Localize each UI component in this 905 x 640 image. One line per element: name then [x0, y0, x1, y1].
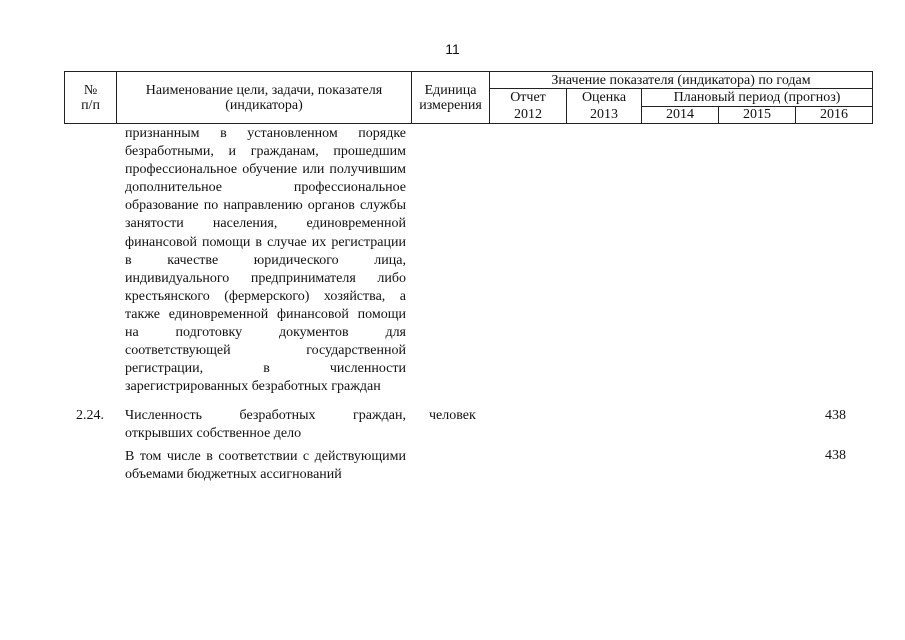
row-value-2016: 438: [825, 408, 846, 423]
page-number: 11: [445, 41, 460, 57]
header-estimate: [567, 89, 642, 124]
row-value-2016: 438: [825, 448, 846, 463]
header-report-label: Отчет: [510, 90, 546, 105]
header-values-by-year: Значение показателя (индикатора) по годам: [490, 72, 873, 89]
continuation-text: признанным в установленном порядке безработными, и гражданам, прошедшим профессиональное обучение или получившим дополнительное профессиональное образование по направлению органов службы занятости населения, единовременной финансовой помощи в случае их регистрации в качестве юридического лица, индивидуального предпринимателя либо крестьянского (фермерского) хозяйства, а также единовременной финансовой помощи на подготовку документов для соответствующей государственной регистрации, в численности зарегистрированных безработных граждан: [125, 126, 406, 395]
indicator-table-header: [64, 71, 873, 124]
header-year-2014: 2014: [642, 106, 719, 124]
row-name: Численность безработных граждан, открывших собственное дело: [125, 408, 406, 442]
row-name: В том числе в соответствии с действующими объемами бюджетных ассигнований: [125, 449, 406, 483]
header-year-2015: 2015: [719, 106, 796, 124]
header-year-2012: 2012: [514, 107, 542, 122]
header-num: № п/п: [65, 72, 117, 124]
header-year-2016: 2016: [796, 106, 873, 124]
header-name: Наименование цели, задачи, показателя (индикатора): [117, 72, 412, 124]
row-unit: человек: [429, 408, 476, 423]
header-year-2013: 2013: [590, 107, 618, 122]
header-unit: Единица измерения: [412, 72, 490, 124]
header-report: [490, 89, 567, 124]
header-estimate-label: Оценка: [581, 90, 627, 105]
header-plan-period: Плановый период (прогноз): [642, 89, 873, 107]
row-number: 2.24.: [76, 408, 104, 423]
